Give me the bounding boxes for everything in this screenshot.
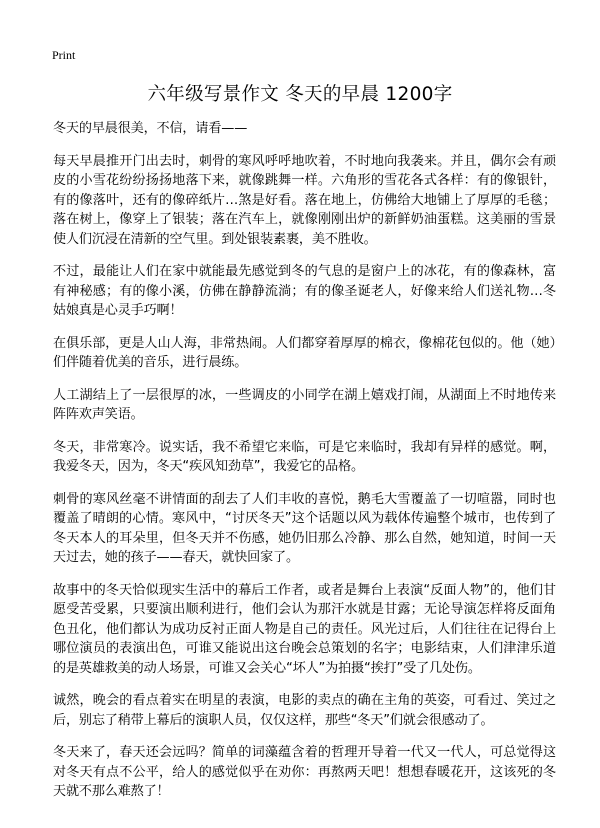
paragraph-8: 故事中的冬天恰似现实生活中的幕后工作者，或者是舞台上表演“反面人物”的，他们甘愿受苦受累，只要演出顺利进行，他们会认为那汗水就是甘露；无论导演怎样将反面角色丑化，他们都认为成功反衬正面人物是自己的责任。风光过后，人们往往在记得台上哪位演员的表演出色，可谁又能说出这台晚会总策划的名字；电影结束，人们津津乐道的是英雄救美的动人场景，可谁又会关心“坏人”为拍摄“挨打”受了几处伤。 (53, 582, 556, 676)
paragraph-6: 冬天，非常寒冷。说实话，我不希望它来临，可是它来临时，我却有异样的感觉。啊，我爱冬天，因为，冬天“疾风知劲草”，我爱它的品格。 (53, 439, 556, 474)
paragraph-9: 诚然，晚会的看点着实在明星的表演，电影的卖点的确在主角的英姿，可看过、笑过之后，别忘了稍带上幕后的演职人员，仅仅这样，那些“冬天”们就会很感动了。 (53, 693, 556, 728)
paragraph-10: 冬天来了，春天还会远吗？简单的词藻蕴含着的哲理开导着一代又一代人，可总觉得这对冬天有点不公平，给人的感觉似乎在劝你：再熬两天吧！想想春暖花开，这该死的冬天就不那么难熬了！ (53, 745, 556, 799)
paragraph-5: 人工湖结上了一层很厚的冰，一些调皮的小同学在湖上嬉戏打闹，从湖面上不时地传来阵阵欢声笑语。 (53, 387, 556, 422)
article-title: 六年级写景作文 冬天的早晨 1200字 (147, 84, 453, 105)
paragraph-1: 冬天的早晨很美，不信，请看—— (53, 121, 248, 136)
paragraph-4: 在俱乐部，更是人山人海，非常热闹。人们都穿着厚厚的棉衣，像棉花包似的。他（她）们伴随着优美的音乐，进行晨练。 (53, 335, 556, 370)
paragraph-7: 刺骨的寒风丝毫不讲情面的刮去了人们丰收的喜悦，鹅毛大雪覆盖了一切喧嚣，同时也覆盖了晴朗的心情。寒风中，“讨厌冬天”这个话题以风为载体传遍整个城市，也传到了冬天本人的耳朵里，但冬天并不伤感，她仍旧那么冷静、那么自然，她知道，时间一天天过去，她的孩子——春天，就快回家了。 (53, 491, 556, 565)
paragraph-2: 每天早晨推开门出去时，刺骨的寒风呼呼地吹着，不时地向我袭来。并且，偶尔会有顽皮的小雪花纷纷扬扬地落下来，就像跳舞一样。六角形的雪花各式各样：有的像银针，有的像落叶，还有的像碎纸片…煞是好看。落在地上，仿佛给大地铺上了厚厚的毛毯；落在树上，像穿上了银装；落在汽车上，就像刚刚出炉的新鲜奶油蛋糕。这美丽的雪景使人们沉浸在清新的空气里。到处银装素裹，美不胜收。 (53, 153, 556, 247)
paragraph-3: 不过，最能让人们在家中就能最先感觉到冬的气息的是窗户上的冰花，有的像森林，富有神秘感；有的像小溪，仿佛在静静流淌；有的像圣诞老人，好像来给人们送礼物…冬姑娘真是心灵手巧啊！ (53, 264, 556, 318)
print-link[interactable]: Print (52, 48, 76, 62)
article-body (53, 119, 556, 815)
